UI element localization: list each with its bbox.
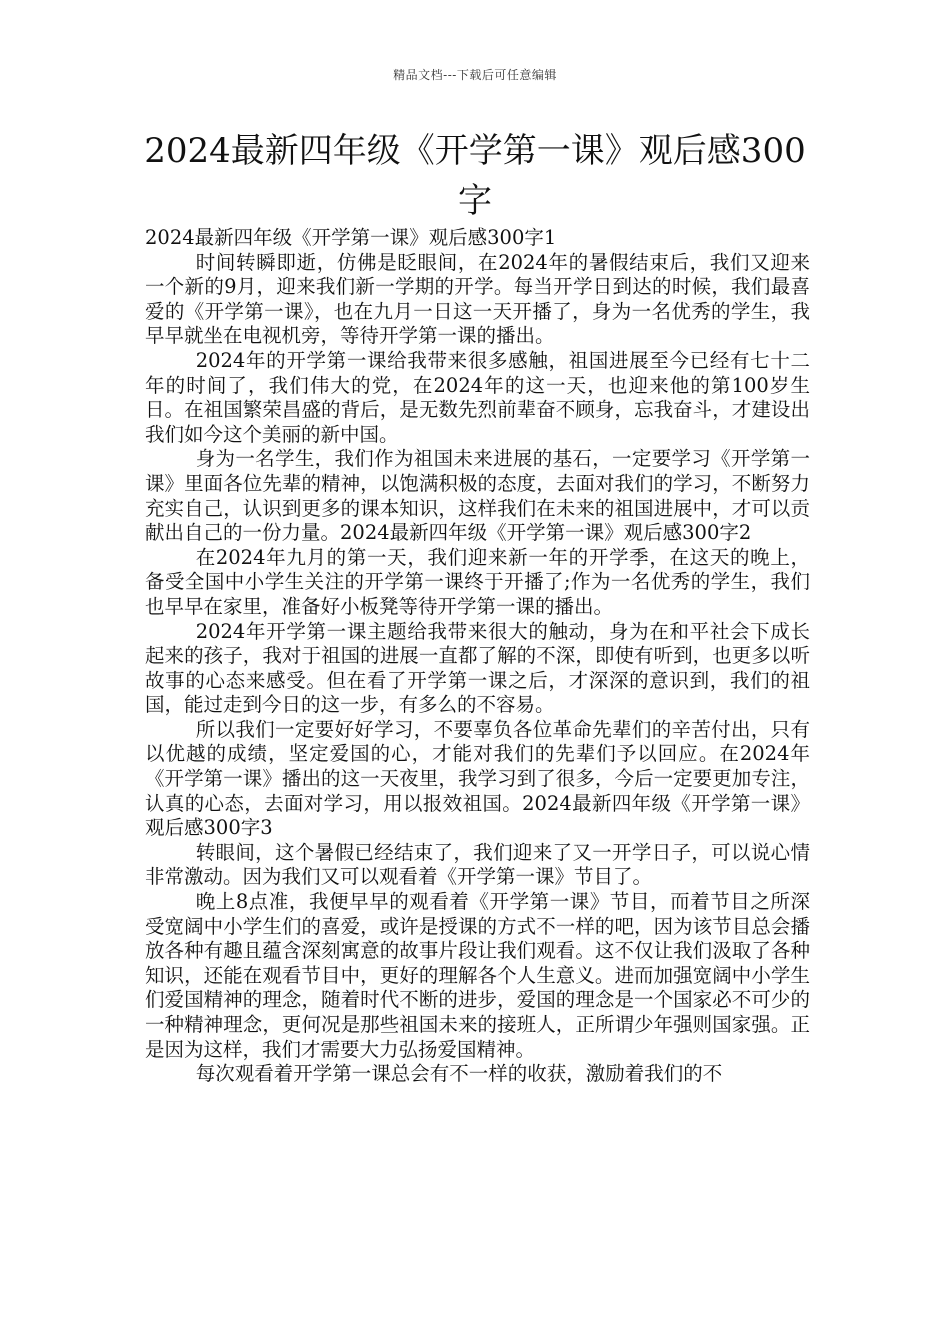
body-paragraph: 晚上8点准，我便早早的观看着《开学第一课》节目，而着节目之所深受宽阔中小学生们的喜爱，或许是授课的方式不一样的吧，因为该节目总会播放各种有趣且蕴含深刻寓意的故事片段让我们观看。这不仅让我们汲取了各种知识，还能在观看节目中，更好的理解各个人生意义。进而加强宽阔中小学生们爱国精神的理念，随着时代不断的进步，爱国的理念是一个国家必不可少的一种精神理念，更何况是那些祖国未来的接班人，正所谓少年强则国家强。正是因为这样，我们才需要大力弘扬爱国精神。 bbox=[145, 890, 810, 1061]
document-body bbox=[145, 226, 810, 1087]
body-paragraph: 2024年的开学第一课给我带来很多感触，祖国进展至今已经有七十二年的时间了，我们伟大的党，在2024年的这一天，也迎来他的第100岁生日。在祖国繁荣昌盛的背后，是无数先烈前辈奋不顾身，忘我奋斗，才建设出我们如今这个美丽的新中国。 bbox=[145, 348, 810, 446]
header-note: 精品文档---下载后可任意编辑 bbox=[393, 68, 557, 82]
document-title: 2024最新四年级《开学第一课》观后感300字 bbox=[144, 131, 806, 221]
body-paragraph: 转眼间，这个暑假已经结束了，我们迎来了又一开学日子，可以说心情非常激动。因为我们又可以观看着《开学第一课》节目了。 bbox=[145, 840, 810, 889]
body-paragraph: 所以我们一定要好好学习，不要辜负各位革命先辈们的辛苦付出，只有以优越的成绩，坚定爱国的心，才能对我们的先辈们予以回应。在2024年《开学第一课》播出的这一天夜里，我学习到了很多，今后一定要更加专注，认真的心态，去面对学习，用以报效祖国。2024最新四年级《开学第一课》观后感300字3 bbox=[145, 717, 810, 840]
body-paragraph: 每次观看着开学第一课总会有不一样的收获，激励着我们的不 bbox=[195, 1062, 723, 1086]
body-paragraph: 在2024年九月的第一天，我们迎来新一年的开学季，在这天的晚上，备受全国中小学生关注的开学第一课终于开播了;作为一名优秀的学生，我们也早早在家里，准备好小板凳等待开学第一课的播出。 bbox=[145, 545, 810, 618]
body-paragraph: 2024年开学第一课主题给我带来很大的触动，身为在和平社会下成长起来的孩子，我对于祖国的进展一直都了解的不深，即使有听到，也更多以听故事的心态来感受。但在看了开学第一课之后，才深深的意识到，我们的祖国，能过走到今日的这一步，有多么的不容易。 bbox=[145, 619, 810, 717]
body-paragraph: 时间转瞬即逝，仿佛是眨眼间，在2024年的暑假结束后，我们又迎来一个新的9月，迎来我们新一学期的开学。每当开学日到达的时候，我们最喜爱的《开学第一课》，也在九月一日这一天开播了，身为一名优秀的学生，我早早就坐在电视机旁，等待开学第一课的播出。 bbox=[145, 250, 810, 348]
section-heading: 2024最新四年级《开学第一课》观后感300字1 bbox=[145, 226, 557, 249]
body-paragraph: 身为一名学生，我们作为祖国未来进展的基石，一定要学习《开学第一课》里面各位先辈的精神，以饱满积极的态度，去面对我们的学习，不断努力充实自己，认识到更多的课本知识，这样我们在未来的祖国进展中，才可以贡献出自己的一份力量。2024最新四年级《开学第一课》观后感300字2 bbox=[145, 447, 810, 545]
